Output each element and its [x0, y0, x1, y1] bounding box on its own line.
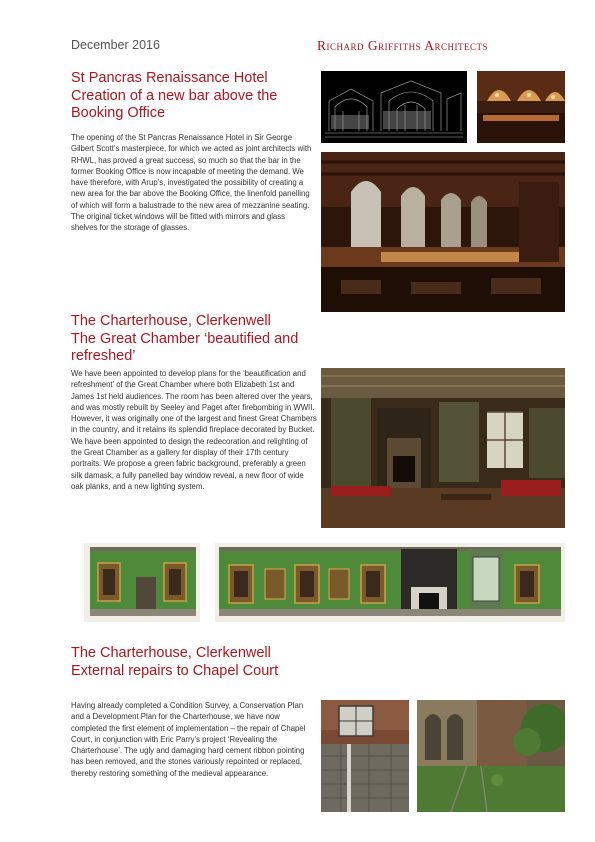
booking-office-interior-image: [321, 152, 565, 312]
elevation-drawing-main: [215, 543, 565, 622]
section-body-chapel-court: Having already completed a Condition Survey, a Conservation Plan and a Development Plan for the Charterhouse, we have now completed the first element of implementation – the repair of Chapel Court, in conjunction with Eric Parry’s project ‘Revealing the Charterhouse’. The ugly and damaging hard cement ribbon pointing has been removed, and the stones variously repointed or replaced, thereby restoring something of the medieval appearance.: [71, 701, 306, 778]
newsletter-date: December 2016: [71, 38, 160, 52]
title-line: Booking Office: [71, 105, 166, 121]
title-line: Creation of a new bar above the: [71, 87, 278, 104]
booking-office-bar-image: [477, 71, 565, 143]
chapel-court-garden-image: [417, 700, 565, 812]
section-body-st-pancras: The opening of the St Pancras Renaissance Hotel in Sir George Gilbert Scott’s masterpiece, for which we acted as joint architects with RHWL, has proved a great success, so much so that the bar in the former Booking Office is now incapable of meeting the demand. We have therefore, with Arup’s, investigated the possibility of creating a new area for the bar above the Booking Office, the linenfold panelling of which will form a balustrade to the new area of mezzanine seating. The original ticket windows will be fitted with mirrors and glass shelves for the storage of glasses.: [71, 133, 312, 233]
title-line: The Charterhouse, Clerkenwell: [71, 645, 271, 661]
section-title-st-pancras: [71, 70, 311, 123]
elevation-drawing-left: [84, 543, 200, 622]
great-chamber-photo: [321, 368, 565, 528]
point-cloud-scan-image: [321, 71, 467, 143]
section-title-great-chamber: [71, 313, 321, 366]
section-title-chapel-court: [71, 645, 321, 680]
title-line: The Great Chamber ‘beautified and refreshed’: [71, 330, 299, 364]
chapel-court-wall-image: [321, 700, 409, 812]
title-line: The Charterhouse, Clerkenwell: [71, 313, 271, 329]
section-body-great-chamber: We have been appointed to develop plans for the ‘beautification and refreshment’ of the Great Chamber where both Elizabeth 1st and James 1st held audiences. The room has been altered over the years, and was mostly rebuilt by Seeley and Paget after firebombing in WWII. However, it was originally one of the largest and finest Great Chambers in the country, and it retains its splendid fireplace decorated by Bucket. We have been appointed to design the redecoration and relighting of the Great Chamber as a gallery for display of their 17th century portraits. We propose a green fabric background, preferably a green silk damask, a fully panelled bay window reveal, a new floor of wide oak planks, and a new lighting system.: [71, 369, 317, 491]
firm-name: Richard Griffiths Architects: [317, 38, 489, 53]
title-line: St Pancras Renaissance Hotel: [71, 70, 268, 86]
title-line: External repairs to Chapel Court: [71, 662, 279, 679]
